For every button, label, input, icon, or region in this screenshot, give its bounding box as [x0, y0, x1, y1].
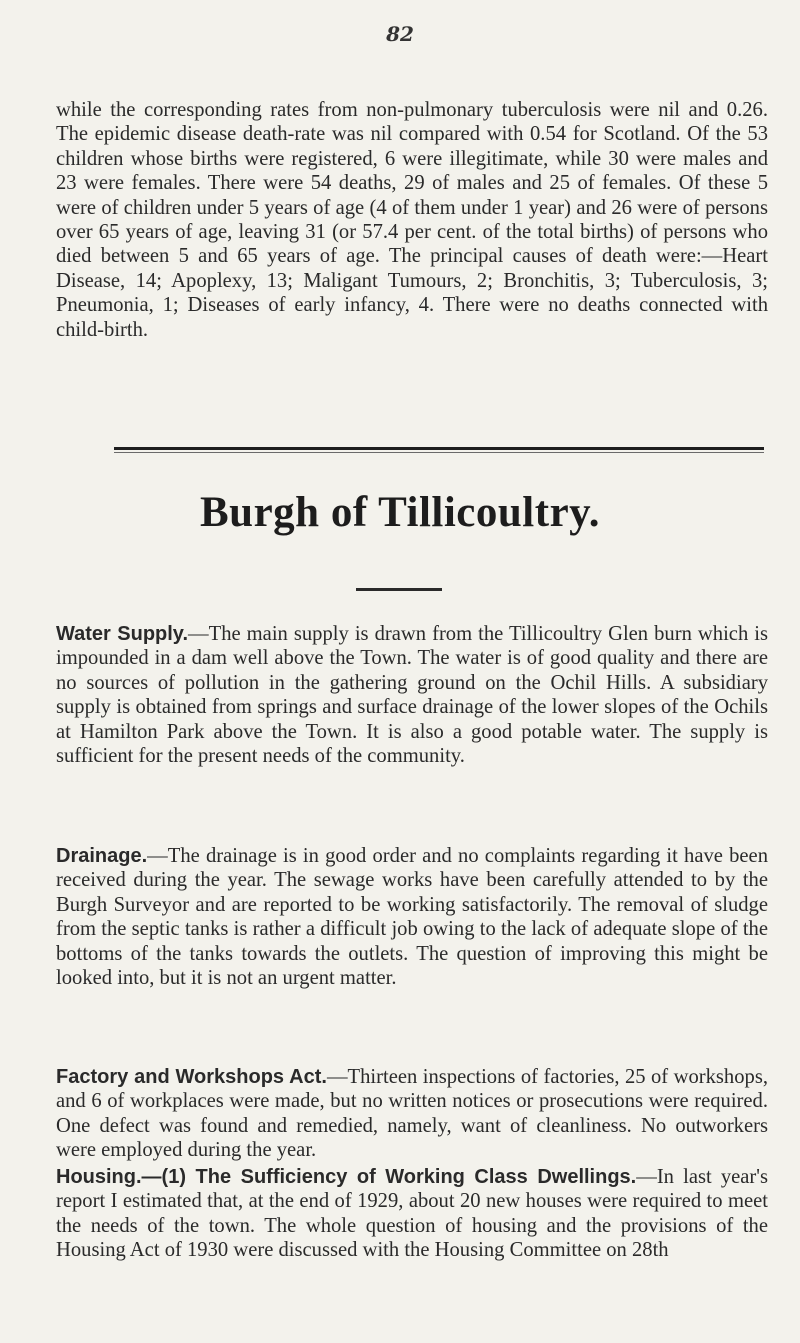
housing-heading: Housing.—(1) The Sufficiency of Working Class Dwellings.	[56, 1166, 637, 1188]
section-divider-thin	[114, 452, 764, 453]
page-number: 82	[386, 22, 414, 46]
title-underline	[356, 588, 442, 591]
housing-text: —In last year's report I estimated that, at the end of 1929, about 20 new houses were required to meet the needs of the town. The whole question of housing and the provisions of the Housing Act of 1930 were discussed with the Housing Committee on 28th	[56, 1166, 768, 1262]
drainage-heading: Drainage.	[56, 845, 148, 867]
drainage-text: —The drainage is in good order and no complaints regarding it have been received during the year. The sewage works have been carefully attended to by the Burgh Surveyor and are reported to be working satisfactorily. The removal of sludge from the septic tanks is rather a difficult job owing to the lack of adequate slope of the bottoms of the tanks towards the outlets. The question of improving this might be looked into, but it is not an urgent matter.	[56, 845, 768, 990]
water-supply-section	[56, 622, 768, 768]
intro-paragraph: while the corresponding rates from non-pulmonary tuberculosis were nil and 0.26. The epidemic disease death-rate was nil compared with 0.54 for Scotland. Of the 53 children whose births were registered, 6 were illegitimate, while 30 were males and 23 were females. There were 54 deaths, 29 of males and 25 of females. Of these 5 were of children under 5 years of age (4 of them under 1 year) and 26 were of persons over 65 years of age, leaving 31 (or 57.4 per cent. of the total births) of persons who died between 5 and 65 years of age. The principal causes of death were:—Heart Disease, 14; Apoplexy, 13; Maligant Tumours, 2; Bronchitis, 3; Tuberculosis, 3; Pneumonia, 1; Diseases of early infancy, 4. There were no deaths connected with child-birth.	[56, 99, 768, 341]
factory-workshops-section	[56, 1065, 768, 1163]
section-divider-thick	[114, 447, 764, 450]
factory-workshops-heading: Factory and Workshops Act.	[56, 1066, 327, 1088]
water-supply-text: —The main supply is drawn from the Tillicoultry Glen burn which is impounded in a dam well above the Town. The water is of good quality and there are no sources of pollution in the gathering ground on the Ochil Hills. A subsidiary supply is obtained from springs and surface drainage of the lower slopes of the Ochils at Hamilton Park above the Town. It is also a good potable water. The supply is sufficient for the present needs of the community.	[56, 623, 769, 768]
water-supply-heading: Water Supply.	[56, 623, 189, 645]
drainage-section	[56, 844, 768, 990]
factory-workshops-text: —Thirteen inspections of factories, 25 of workshops, and 6 of workplaces were made, but no written notices or prosecutions were required. One defect was found and remedied, namely, want of cleanliness. No outworkers were employed during the year.	[56, 1066, 768, 1162]
town-title: Burgh of Tillicoultry.	[199, 489, 601, 536]
housing-section	[56, 1165, 768, 1263]
